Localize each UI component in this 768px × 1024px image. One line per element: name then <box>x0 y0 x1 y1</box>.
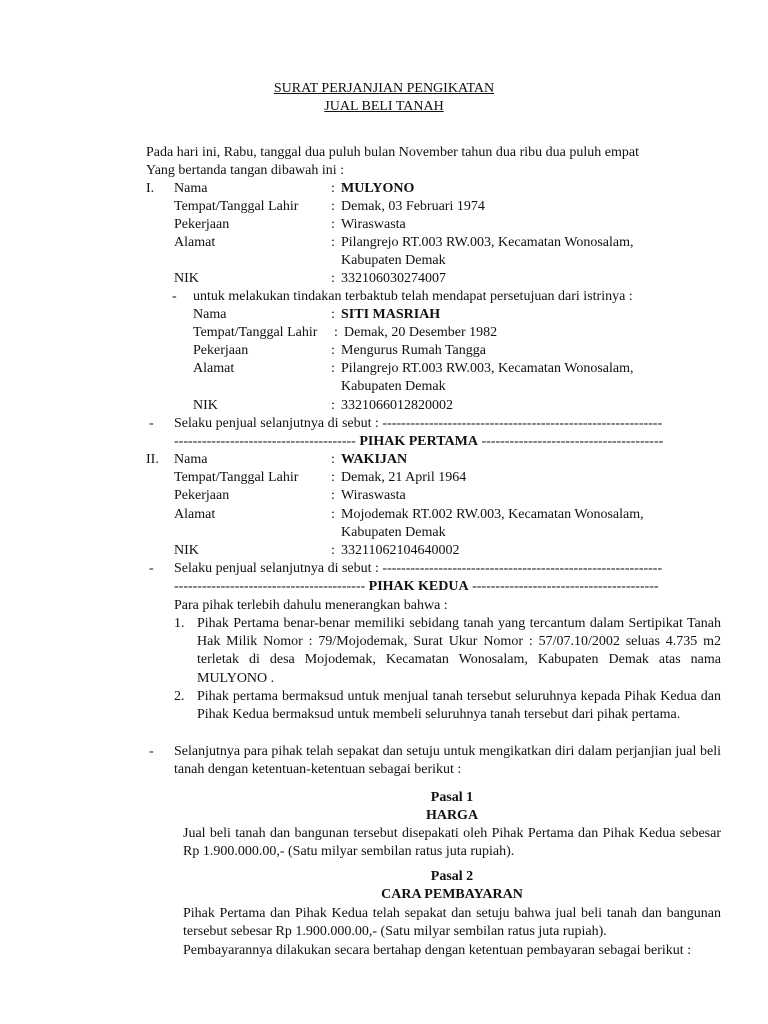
party1-label-ttl: Tempat/Tanggal Lahir <box>174 199 299 214</box>
spouse-colon-nik: : <box>331 398 335 413</box>
consent-dash: - <box>172 289 177 304</box>
party2-label-ttl: Tempat/Tanggal Lahir <box>174 470 299 485</box>
party1-selaku-dash: - <box>149 416 154 431</box>
party1-label-alamat: Alamat <box>174 235 216 250</box>
party2-alamat-line2: Kabupaten Demak <box>341 525 446 540</box>
pihak-kedua-line: ----------------------------------------- PIHAK KEDUA ---------------------------------------- <box>174 579 659 594</box>
spouse-colon-nama: : <box>331 307 335 322</box>
party1-nik: 332106030274007 <box>341 271 446 286</box>
party2-pekerjaan: Wiraswasta <box>341 488 406 503</box>
party1-label-nik: NIK <box>174 271 199 286</box>
pasal-2-title: CARA PEMBAYARAN <box>381 887 523 902</box>
party2-numeral: II. <box>146 452 159 467</box>
party2-label-alamat: Alamat <box>174 507 216 522</box>
party2-label-nama: Nama <box>174 452 208 467</box>
preamble: Para pihak terlebih dahulu menerangkan bahwa : <box>174 598 448 613</box>
party1-selaku: Selaku penjual selanjutnya di sebut : ------------------------------------------------------------ <box>174 416 663 431</box>
party1-nama: MULYONO <box>341 181 415 196</box>
pasal-1-title: HARGA <box>425 808 479 823</box>
party1-pekerjaan: Wiraswasta <box>341 217 406 232</box>
party1-ttl: Demak, 03 Februari 1974 <box>341 199 485 214</box>
document-title-line1: SURAT PERJANJIAN PENGIKATAN <box>273 81 495 96</box>
spouse-alamat-line2: Kabupaten Demak <box>341 379 446 394</box>
party1-alamat-line2: Kabupaten Demak <box>341 253 446 268</box>
party2-label-pekerjaan: Pekerjaan <box>174 488 230 503</box>
party2-alamat-line1: Mojodemak RT.002 RW.003, Kecamatan Wonosalam, <box>341 507 644 522</box>
document-title-line2: JUAL BELI TANAH <box>324 99 444 114</box>
party2-ttl: Demak, 21 April 1964 <box>341 470 467 485</box>
party1-numeral: I. <box>146 181 155 196</box>
party2-selaku-dash: - <box>149 561 154 576</box>
party2-colon-nik: : <box>331 543 335 558</box>
party1-colon-nik: : <box>331 271 335 286</box>
spouse-label-ttl: Tempat/Tanggal Lahir <box>193 325 318 340</box>
point-2-text: Pihak pertama bermaksud untuk menjual tanah tersebut seluruhnya kepada Pihak Kedua dan Pihak Kedua bermaksud untuk membeli seluruhnya tanah tersebut dari pihak pertama. <box>197 689 721 723</box>
point-1-text: Pihak Pertama benar-benar memiliki sebidang tanah yang tercantum dalam Sertipikat Tanah Hak Milik Nomor : 79/Mojodemak, Surat Ukur Nomor : 57/07.10/2002 seluas 4.735 m2 terletak di desa Mojodemak, Kecamatan Wonosalam, Kabupaten Demak atas nama MULYONO . <box>197 616 721 686</box>
party2-selaku: Selaku penjual selanjutnya di sebut : ------------------------------------------------------------ <box>174 561 663 576</box>
party1-consent: untuk melakukan tindakan terbaktub telah mendapat persetujuan dari istrinya : <box>193 289 633 304</box>
intro-line2: Yang bertanda tangan dibawah ini : <box>146 163 345 178</box>
party2-colon-ttl: : <box>331 470 335 485</box>
pasal-1-text: Jual beli tanah dan bangunan tersebut disepakati oleh Pihak Pertama dan Pihak Kedua sebesar Rp 1.900.000.00,- (Satu milyar sembilan ratus juta rupiah). <box>183 826 721 860</box>
pasal-2-number: Pasal 2 <box>430 869 474 884</box>
party1-label-pekerjaan: Pekerjaan <box>174 217 230 232</box>
spouse-nik: 3321066012820002 <box>341 398 453 413</box>
point-2-number: 2. <box>174 689 185 704</box>
point-1-number: 1. <box>174 616 185 631</box>
spouse-pekerjaan: Mengurus Rumah Tangga <box>341 343 486 358</box>
party1-colon-ttl: : <box>331 199 335 214</box>
party2-colon-alamat: : <box>331 507 335 522</box>
party1-label-nama: Nama <box>174 181 208 196</box>
spouse-colon-ttl: : <box>334 325 338 340</box>
spouse-label-alamat: Alamat <box>193 361 235 376</box>
party2-colon-pekerjaan: : <box>331 488 335 503</box>
spouse-nama: SITI MASRIAH <box>341 307 441 322</box>
pihak-pertama-line: --------------------------------------- PIHAK PERTAMA --------------------------------------- <box>174 434 664 449</box>
spouse-alamat-line1: Pilangrejo RT.003 RW.003, Kecamatan Wonosalam, <box>341 361 634 376</box>
spouse-label-nama: Nama <box>193 307 227 322</box>
party2-nama: WAKIJAN <box>341 452 408 467</box>
pasal-2-text-1: Pihak Pertama dan Pihak Kedua telah sepakat dan setuju bahwa jual beli tanah dan bangunan tersebut sebesar Rp 1.900.000.00,- (Satu milyar sembilan ratus juta rupiah). <box>183 906 721 940</box>
party2-label-nik: NIK <box>174 543 199 558</box>
spouse-label-nik: NIK <box>193 398 218 413</box>
pasal-1-number: Pasal 1 <box>430 790 474 805</box>
party1-alamat-line1: Pilangrejo RT.003 RW.003, Kecamatan Wonosalam, <box>341 235 634 250</box>
pasal-2-text-2: Pembayarannya dilakukan secara bertahap dengan ketentuan pembayaran sebagai berikut : <box>183 943 692 958</box>
spouse-colon-alamat: : <box>331 361 335 376</box>
spouse-ttl: Demak, 20 Desember 1982 <box>344 325 498 340</box>
agreement-dash: - <box>149 744 154 759</box>
agreement-text: Selanjutnya para pihak telah sepakat dan setuju untuk mengikatkan diri dalam perjanjian jual beli tanah dengan ketentuan-ketentuan sebagai berikut : <box>174 744 721 778</box>
party1-colon-pekerjaan: : <box>331 217 335 232</box>
party2-colon-nama: : <box>331 452 335 467</box>
party1-colon-nama: : <box>331 181 335 196</box>
party2-nik: 33211062104640002 <box>341 543 460 558</box>
spouse-label-pekerjaan: Pekerjaan <box>193 343 249 358</box>
party1-colon-alamat: : <box>331 235 335 250</box>
spouse-colon-pekerjaan: : <box>331 343 335 358</box>
intro-line1: Pada hari ini, Rabu, tanggal dua puluh bulan November tahun dua ribu dua puluh empat <box>146 145 639 160</box>
